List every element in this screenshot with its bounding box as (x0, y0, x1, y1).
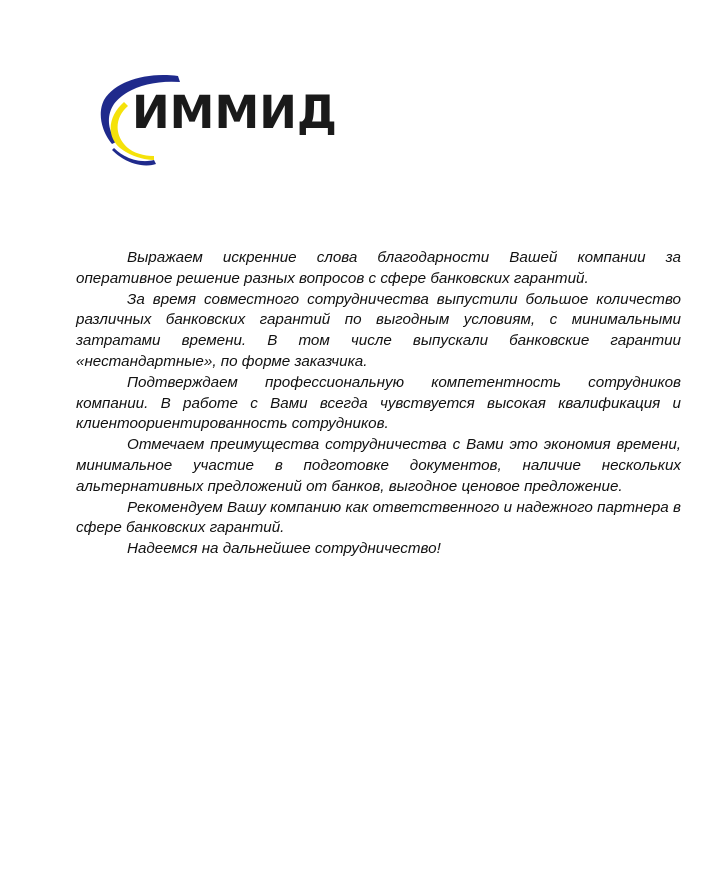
paragraph-cooperation: За время совместного сотрудничества выпустили большое количество различных банковских гарантий по выгодным условиям, с минимальными затратами времени. В том числе выпускали банковские гарантии «нестандартные», по форме заказчика. (76, 290, 681, 370)
company-name: ИММИД (132, 86, 337, 139)
paragraph-recommendation: Рекомендуем Вашу компанию как ответственного и надежного партнера в сфере банковских гарантий. (76, 498, 681, 537)
paragraph-closing: Надеемся на дальнейшее сотрудничество! (127, 540, 441, 558)
paragraph-advantages: Отмечаем преимущества сотрудничества с Вами это экономия времени, минимальное участие в подготовке документов, наличие нескольких альтернативных предложений от банков, выгодное ценовое предложение. (76, 436, 681, 495)
paragraph-competence: Подтверждаем профессиональную компетентность сотрудников компании. В работе с Вами всегда чувствуется высокая квалификация и клиентоориентированность сотрудников. (76, 373, 681, 433)
paragraph-gratitude: Выражаем искренние слова благодарности Вашей компании за оперативное решение разных вопросов с сфере банковских гарантий. (76, 249, 681, 287)
company-logo (94, 72, 337, 168)
letter-body (76, 248, 681, 560)
